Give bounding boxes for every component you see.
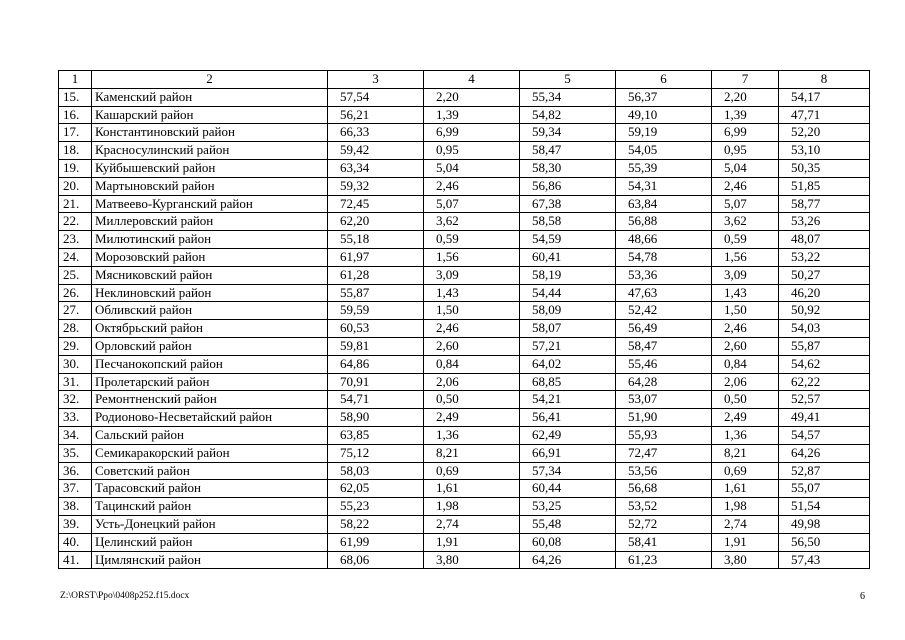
value-cell: 64,02 bbox=[520, 355, 616, 373]
row-number-cell: 29. bbox=[59, 337, 92, 355]
district-name-cell: Родионово-Несветайский район bbox=[92, 409, 328, 427]
district-name-cell: Милютинский район bbox=[92, 231, 328, 249]
value-cell: 58,41 bbox=[616, 533, 712, 551]
value-cell: 72,47 bbox=[616, 444, 712, 462]
table-row bbox=[59, 248, 870, 266]
value-cell: 0,50 bbox=[712, 391, 779, 409]
row-number-cell: 39. bbox=[59, 515, 92, 533]
value-cell: 64,86 bbox=[328, 355, 424, 373]
value-cell: 70,91 bbox=[328, 373, 424, 391]
table-row bbox=[59, 159, 870, 177]
column-header: 5 bbox=[520, 71, 616, 89]
column-header: 3 bbox=[328, 71, 424, 89]
value-cell: 58,07 bbox=[520, 320, 616, 338]
value-cell: 54,82 bbox=[520, 106, 616, 124]
value-cell: 54,05 bbox=[616, 142, 712, 160]
value-cell: 1,39 bbox=[424, 106, 520, 124]
value-cell: 0,84 bbox=[712, 355, 779, 373]
value-cell: 52,20 bbox=[779, 124, 870, 142]
value-cell: 63,34 bbox=[328, 159, 424, 177]
district-name-cell: Морозовский район bbox=[92, 248, 328, 266]
value-cell: 55,23 bbox=[328, 498, 424, 516]
table-row bbox=[59, 355, 870, 373]
row-number-cell: 27. bbox=[59, 302, 92, 320]
value-cell: 66,33 bbox=[328, 124, 424, 142]
row-number-cell: 19. bbox=[59, 159, 92, 177]
value-cell: 75,12 bbox=[328, 444, 424, 462]
value-cell: 2,74 bbox=[424, 515, 520, 533]
value-cell: 5,04 bbox=[424, 159, 520, 177]
value-cell: 2,49 bbox=[712, 409, 779, 427]
row-number-cell: 32. bbox=[59, 391, 92, 409]
district-name-cell: Песчанокопский район bbox=[92, 355, 328, 373]
row-number-cell: 16. bbox=[59, 106, 92, 124]
value-cell: 58,77 bbox=[779, 195, 870, 213]
value-cell: 8,21 bbox=[424, 444, 520, 462]
footer-file-path: Z:\ORST\Ppo\0408p252.f15.docx bbox=[60, 591, 190, 601]
value-cell: 53,52 bbox=[616, 498, 712, 516]
table-row bbox=[59, 533, 870, 551]
value-cell: 48,07 bbox=[779, 231, 870, 249]
district-name-cell: Советский район bbox=[92, 462, 328, 480]
value-cell: 0,95 bbox=[712, 142, 779, 160]
value-cell: 57,54 bbox=[328, 88, 424, 106]
value-cell: 58,90 bbox=[328, 409, 424, 427]
value-cell: 5,07 bbox=[424, 195, 520, 213]
value-cell: 59,19 bbox=[616, 124, 712, 142]
value-cell: 49,98 bbox=[779, 515, 870, 533]
value-cell: 55,07 bbox=[779, 480, 870, 498]
table-row bbox=[59, 320, 870, 338]
value-cell: 54,31 bbox=[616, 177, 712, 195]
column-header: 4 bbox=[424, 71, 520, 89]
table-row bbox=[59, 213, 870, 231]
table-row bbox=[59, 284, 870, 302]
row-number-cell: 41. bbox=[59, 551, 92, 569]
value-cell: 64,26 bbox=[520, 551, 616, 569]
value-cell: 51,54 bbox=[779, 498, 870, 516]
row-number-cell: 35. bbox=[59, 444, 92, 462]
value-cell: 0,59 bbox=[712, 231, 779, 249]
value-cell: 54,78 bbox=[616, 248, 712, 266]
table-row bbox=[59, 177, 870, 195]
value-cell: 54,62 bbox=[779, 355, 870, 373]
value-cell: 2,20 bbox=[712, 88, 779, 106]
value-cell: 52,87 bbox=[779, 462, 870, 480]
value-cell: 62,05 bbox=[328, 480, 424, 498]
value-cell: 2,06 bbox=[712, 373, 779, 391]
district-name-cell: Куйбышевский район bbox=[92, 159, 328, 177]
value-cell: 72,45 bbox=[328, 195, 424, 213]
district-name-cell: Мясниковский район bbox=[92, 266, 328, 284]
row-number-cell: 25. bbox=[59, 266, 92, 284]
value-cell: 68,06 bbox=[328, 551, 424, 569]
value-cell: 61,97 bbox=[328, 248, 424, 266]
row-number-cell: 21. bbox=[59, 195, 92, 213]
district-name-cell: Цимлянский район bbox=[92, 551, 328, 569]
value-cell: 60,08 bbox=[520, 533, 616, 551]
value-cell: 58,22 bbox=[328, 515, 424, 533]
value-cell: 64,28 bbox=[616, 373, 712, 391]
row-number-cell: 31. bbox=[59, 373, 92, 391]
value-cell: 64,26 bbox=[779, 444, 870, 462]
value-cell: 53,07 bbox=[616, 391, 712, 409]
value-cell: 2,20 bbox=[424, 88, 520, 106]
value-cell: 50,35 bbox=[779, 159, 870, 177]
value-cell: 58,47 bbox=[520, 142, 616, 160]
value-cell: 53,25 bbox=[520, 498, 616, 516]
value-cell: 55,87 bbox=[328, 284, 424, 302]
value-cell: 58,47 bbox=[616, 337, 712, 355]
column-header: 1 bbox=[59, 71, 92, 89]
row-number-cell: 17. bbox=[59, 124, 92, 142]
value-cell: 1,39 bbox=[712, 106, 779, 124]
value-cell: 52,42 bbox=[616, 302, 712, 320]
value-cell: 0,59 bbox=[424, 231, 520, 249]
row-number-cell: 23. bbox=[59, 231, 92, 249]
table-row bbox=[59, 266, 870, 284]
value-cell: 46,20 bbox=[779, 284, 870, 302]
value-cell: 58,09 bbox=[520, 302, 616, 320]
district-name-cell: Орловский район bbox=[92, 337, 328, 355]
row-number-cell: 18. bbox=[59, 142, 92, 160]
value-cell: 3,80 bbox=[712, 551, 779, 569]
value-cell: 49,41 bbox=[779, 409, 870, 427]
value-cell: 48,66 bbox=[616, 231, 712, 249]
district-name-cell: Сальский район bbox=[92, 426, 328, 444]
value-cell: 57,34 bbox=[520, 462, 616, 480]
value-cell: 53,26 bbox=[779, 213, 870, 231]
page-number: 6 bbox=[860, 591, 865, 602]
district-name-cell: Семикаракорский район bbox=[92, 444, 328, 462]
table-row bbox=[59, 195, 870, 213]
table-row bbox=[59, 88, 870, 106]
value-cell: 3,09 bbox=[424, 266, 520, 284]
value-cell: 5,07 bbox=[712, 195, 779, 213]
row-number-cell: 24. bbox=[59, 248, 92, 266]
district-name-cell: Тарасовский район bbox=[92, 480, 328, 498]
value-cell: 54,21 bbox=[520, 391, 616, 409]
row-number-cell: 40. bbox=[59, 533, 92, 551]
value-cell: 56,49 bbox=[616, 320, 712, 338]
row-number-cell: 36. bbox=[59, 462, 92, 480]
value-cell: 1,98 bbox=[424, 498, 520, 516]
district-name-cell: Каменский район bbox=[92, 88, 328, 106]
value-cell: 59,34 bbox=[520, 124, 616, 142]
value-cell: 54,59 bbox=[520, 231, 616, 249]
row-number-cell: 37. bbox=[59, 480, 92, 498]
value-cell: 0,69 bbox=[712, 462, 779, 480]
table-row bbox=[59, 391, 870, 409]
value-cell: 62,49 bbox=[520, 426, 616, 444]
value-cell: 56,37 bbox=[616, 88, 712, 106]
value-cell: 58,03 bbox=[328, 462, 424, 480]
value-cell: 55,87 bbox=[779, 337, 870, 355]
value-cell: 52,72 bbox=[616, 515, 712, 533]
value-cell: 55,46 bbox=[616, 355, 712, 373]
value-cell: 54,03 bbox=[779, 320, 870, 338]
column-header: 2 bbox=[92, 71, 328, 89]
column-header: 7 bbox=[712, 71, 779, 89]
table-row bbox=[59, 142, 870, 160]
row-number-cell: 28. bbox=[59, 320, 92, 338]
district-name-cell: Усть-Донецкий район bbox=[92, 515, 328, 533]
value-cell: 1,91 bbox=[424, 533, 520, 551]
table-row bbox=[59, 373, 870, 391]
value-cell: 59,81 bbox=[328, 337, 424, 355]
value-cell: 55,93 bbox=[616, 426, 712, 444]
value-cell: 56,68 bbox=[616, 480, 712, 498]
district-name-cell: Кашарский район bbox=[92, 106, 328, 124]
value-cell: 47,71 bbox=[779, 106, 870, 124]
row-number-cell: 30. bbox=[59, 355, 92, 373]
row-number-cell: 26. bbox=[59, 284, 92, 302]
value-cell: 6,99 bbox=[712, 124, 779, 142]
data-table bbox=[58, 70, 870, 569]
value-cell: 55,39 bbox=[616, 159, 712, 177]
value-cell: 60,44 bbox=[520, 480, 616, 498]
value-cell: 53,22 bbox=[779, 248, 870, 266]
table-header-row bbox=[59, 71, 870, 89]
value-cell: 1,61 bbox=[424, 480, 520, 498]
district-name-cell: Ремонтненский район bbox=[92, 391, 328, 409]
value-cell: 2,46 bbox=[424, 320, 520, 338]
district-name-cell: Тацинский район bbox=[92, 498, 328, 516]
value-cell: 2,60 bbox=[712, 337, 779, 355]
value-cell: 55,48 bbox=[520, 515, 616, 533]
district-name-cell: Обливский район bbox=[92, 302, 328, 320]
district-name-cell: Константиновский район bbox=[92, 124, 328, 142]
value-cell: 52,57 bbox=[779, 391, 870, 409]
value-cell: 61,99 bbox=[328, 533, 424, 551]
value-cell: 0,50 bbox=[424, 391, 520, 409]
table-row bbox=[59, 302, 870, 320]
value-cell: 2,06 bbox=[424, 373, 520, 391]
value-cell: 1,61 bbox=[712, 480, 779, 498]
district-name-cell: Неклиновский район bbox=[92, 284, 328, 302]
value-cell: 63,84 bbox=[616, 195, 712, 213]
district-name-cell: Миллеровский район bbox=[92, 213, 328, 231]
table-row bbox=[59, 462, 870, 480]
value-cell: 1,91 bbox=[712, 533, 779, 551]
value-cell: 50,27 bbox=[779, 266, 870, 284]
table-row bbox=[59, 498, 870, 516]
row-number-cell: 20. bbox=[59, 177, 92, 195]
table-row bbox=[59, 551, 870, 569]
value-cell: 2,46 bbox=[712, 320, 779, 338]
table-row bbox=[59, 409, 870, 427]
value-cell: 51,90 bbox=[616, 409, 712, 427]
row-number-cell: 33. bbox=[59, 409, 92, 427]
value-cell: 59,32 bbox=[328, 177, 424, 195]
value-cell: 8,21 bbox=[712, 444, 779, 462]
value-cell: 3,62 bbox=[712, 213, 779, 231]
value-cell: 1,56 bbox=[712, 248, 779, 266]
value-cell: 63,85 bbox=[328, 426, 424, 444]
district-name-cell: Красносулинский район bbox=[92, 142, 328, 160]
value-cell: 53,36 bbox=[616, 266, 712, 284]
row-number-cell: 15. bbox=[59, 88, 92, 106]
value-cell: 1,36 bbox=[712, 426, 779, 444]
value-cell: 57,21 bbox=[520, 337, 616, 355]
value-cell: 3,62 bbox=[424, 213, 520, 231]
value-cell: 2,46 bbox=[424, 177, 520, 195]
district-name-cell: Целинский район bbox=[92, 533, 328, 551]
value-cell: 6,99 bbox=[424, 124, 520, 142]
value-cell: 1,43 bbox=[712, 284, 779, 302]
value-cell: 0,69 bbox=[424, 462, 520, 480]
row-number-cell: 38. bbox=[59, 498, 92, 516]
value-cell: 50,92 bbox=[779, 302, 870, 320]
value-cell: 53,10 bbox=[779, 142, 870, 160]
value-cell: 1,98 bbox=[712, 498, 779, 516]
value-cell: 54,44 bbox=[520, 284, 616, 302]
value-cell: 60,53 bbox=[328, 320, 424, 338]
value-cell: 58,19 bbox=[520, 266, 616, 284]
value-cell: 58,58 bbox=[520, 213, 616, 231]
value-cell: 56,88 bbox=[616, 213, 712, 231]
value-cell: 54,17 bbox=[779, 88, 870, 106]
table-row bbox=[59, 444, 870, 462]
value-cell: 0,84 bbox=[424, 355, 520, 373]
value-cell: 68,85 bbox=[520, 373, 616, 391]
column-header: 8 bbox=[779, 71, 870, 89]
value-cell: 1,50 bbox=[712, 302, 779, 320]
table-row bbox=[59, 426, 870, 444]
value-cell: 55,18 bbox=[328, 231, 424, 249]
table-row bbox=[59, 337, 870, 355]
value-cell: 62,22 bbox=[779, 373, 870, 391]
value-cell: 60,41 bbox=[520, 248, 616, 266]
value-cell: 56,50 bbox=[779, 533, 870, 551]
value-cell: 53,56 bbox=[616, 462, 712, 480]
table-row bbox=[59, 124, 870, 142]
value-cell: 47,63 bbox=[616, 284, 712, 302]
value-cell: 56,21 bbox=[328, 106, 424, 124]
district-name-cell: Матвеево-Курганский район bbox=[92, 195, 328, 213]
value-cell: 49,10 bbox=[616, 106, 712, 124]
column-header: 6 bbox=[616, 71, 712, 89]
value-cell: 1,50 bbox=[424, 302, 520, 320]
table-row bbox=[59, 480, 870, 498]
value-cell: 2,60 bbox=[424, 337, 520, 355]
value-cell: 56,41 bbox=[520, 409, 616, 427]
value-cell: 59,42 bbox=[328, 142, 424, 160]
value-cell: 2,49 bbox=[424, 409, 520, 427]
value-cell: 58,30 bbox=[520, 159, 616, 177]
value-cell: 1,36 bbox=[424, 426, 520, 444]
value-cell: 2,46 bbox=[712, 177, 779, 195]
district-name-cell: Пролетарский район bbox=[92, 373, 328, 391]
row-number-cell: 22. bbox=[59, 213, 92, 231]
table-row bbox=[59, 515, 870, 533]
value-cell: 55,34 bbox=[520, 88, 616, 106]
value-cell: 61,23 bbox=[616, 551, 712, 569]
value-cell: 5,04 bbox=[712, 159, 779, 177]
value-cell: 67,38 bbox=[520, 195, 616, 213]
value-cell: 56,86 bbox=[520, 177, 616, 195]
value-cell: 2,74 bbox=[712, 515, 779, 533]
value-cell: 3,80 bbox=[424, 551, 520, 569]
value-cell: 59,59 bbox=[328, 302, 424, 320]
value-cell: 1,56 bbox=[424, 248, 520, 266]
district-name-cell: Мартыновский район bbox=[92, 177, 328, 195]
value-cell: 66,91 bbox=[520, 444, 616, 462]
value-cell: 62,20 bbox=[328, 213, 424, 231]
value-cell: 57,43 bbox=[779, 551, 870, 569]
value-cell: 0,95 bbox=[424, 142, 520, 160]
value-cell: 3,09 bbox=[712, 266, 779, 284]
row-number-cell: 34. bbox=[59, 426, 92, 444]
district-name-cell: Октябрьский район bbox=[92, 320, 328, 338]
value-cell: 61,28 bbox=[328, 266, 424, 284]
table-row bbox=[59, 106, 870, 124]
value-cell: 54,71 bbox=[328, 391, 424, 409]
value-cell: 1,43 bbox=[424, 284, 520, 302]
value-cell: 54,57 bbox=[779, 426, 870, 444]
value-cell: 51,85 bbox=[779, 177, 870, 195]
table-row bbox=[59, 231, 870, 249]
